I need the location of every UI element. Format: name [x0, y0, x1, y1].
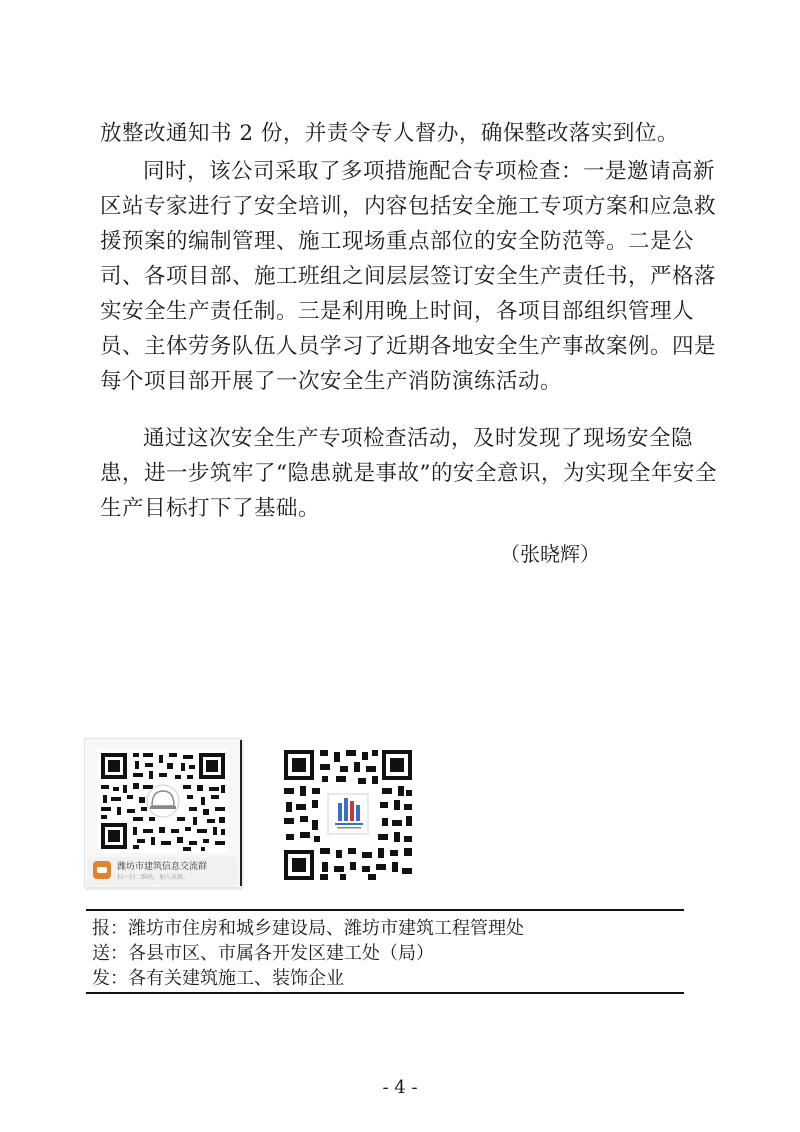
- paragraph-1: [100, 116, 700, 151]
- text-line: 患，进一步筑牢了“隐患就是事故”的安全意识，为实现全年安全: [100, 461, 717, 486]
- text-line: 区站专家进行了安全培训，内容包括安全施工专项方案和应急救: [100, 194, 717, 219]
- card-edge-line: [240, 740, 242, 886]
- distribution-list: [92, 916, 524, 991]
- group-subtitle: 扫一扫二维码，加入该群。: [117, 874, 190, 881]
- top-rule: [86, 909, 684, 911]
- send-to: 送：各县市区、市属各开发区建工处（局）: [92, 943, 434, 964]
- text-line: 通过这次安全生产专项检查活动，及时发现了现场安全隐: [143, 426, 694, 451]
- report-to: 报：潍坊市住房和城乡建设局、潍坊市建筑工程管理处: [92, 918, 524, 939]
- group-chat-icon: [93, 861, 111, 879]
- text-line: 每个项目部开展了一次安全生产消防演练活动。: [100, 369, 563, 394]
- issue-to: 发：各有关建筑施工、装饰企业: [92, 968, 344, 989]
- text-line: 司、各项目部、施工班组之间层层签订安全生产责任书，严格落: [100, 264, 717, 289]
- group-caption-bar: [87, 857, 237, 885]
- text-line: 生产目标打下了基础。: [100, 496, 321, 521]
- bottom-rule: [86, 992, 684, 994]
- group-title: 潍坊市建筑信息交流群: [117, 862, 208, 872]
- official-qr-code-icon: [282, 748, 414, 882]
- text-line: 援预案的编制管理、施工现场重点部位的安全防范等。二是公: [100, 229, 695, 254]
- paragraph-2: [100, 154, 717, 399]
- text-line: 实安全生产责任制。三是利用晚上时间，各项目部组织管理人: [100, 299, 695, 324]
- text-line: 放整改通知书 2 份，并责令专人督办，确保整改落实到位。: [100, 121, 679, 146]
- paragraph-3: [100, 421, 717, 526]
- page-number: - 4 -: [382, 1077, 418, 1098]
- author-signature: （张晓辉）: [500, 542, 600, 566]
- group-qr-code-icon: [97, 749, 229, 853]
- text-line: 员、主体劳务队伍人员学习了近期各地安全生产事故案例。四是: [100, 334, 717, 359]
- text-line: 同时，该公司采取了多项措施配合专项检查：一是邀请高新: [143, 159, 716, 184]
- group-qr-card: [84, 738, 242, 888]
